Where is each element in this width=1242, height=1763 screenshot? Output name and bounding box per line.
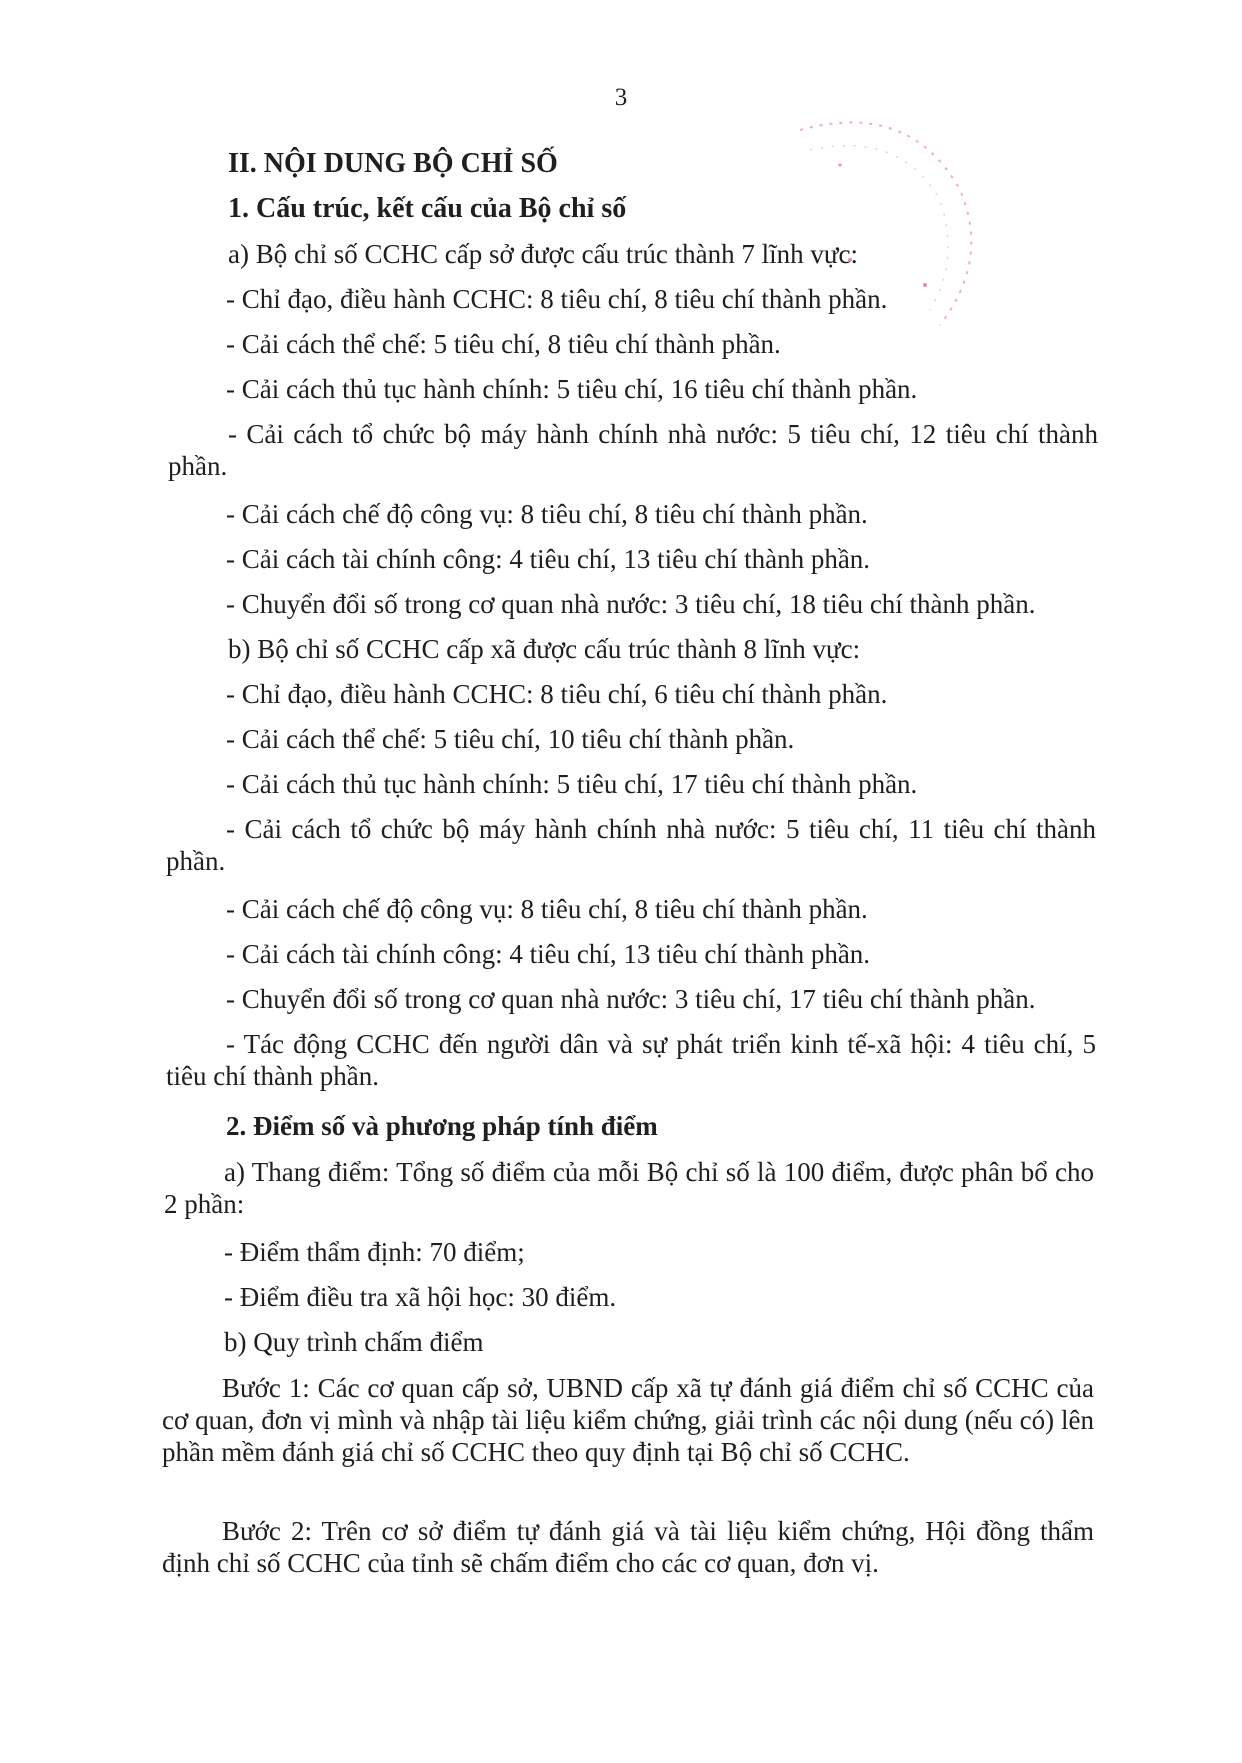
part2-b-heading: b) Quy trình chấm điểm bbox=[224, 1327, 484, 1357]
part1-a-item: - Cải cách chế độ công vụ: 8 tiêu chí, 8 tiêu chí thành phần. bbox=[226, 499, 868, 529]
part1-b-item: - Cải cách tổ chức bộ máy hành chính nhà nước: 5 tiêu chí, 11 tiêu chí thành phần. bbox=[166, 814, 1096, 876]
part1-b-item: - Chỉ đạo, điều hành CCHC: 8 tiêu chí, 6 tiêu chí thành phần. bbox=[226, 679, 888, 709]
part1-b-item: - Cải cách thể chế: 5 tiêu chí, 10 tiêu chí thành phần. bbox=[226, 724, 795, 754]
part2-step1: Bước 1: Các cơ quan cấp sở, UBND cấp xã tự đánh giá điểm chỉ số CCHC của cơ quan, đơn vị mình và nhập tài liệu kiểm chứng, giải trình các nội dung (nếu có) lên phần mềm đánh giá chỉ số CCHC theo quy định tại Bộ chỉ số CCHC. bbox=[162, 1373, 1094, 1467]
part2-heading: 2. Điểm số và phương pháp tính điểm bbox=[226, 1111, 658, 1141]
part2-a-text: a) Thang điểm: Tổng số điểm của mỗi Bộ chỉ số là 100 điểm, được phân bổ cho 2 phần: bbox=[164, 1157, 1094, 1219]
part1-b-item: - Cải cách chế độ công vụ: 8 tiêu chí, 8 tiêu chí thành phần. bbox=[226, 894, 868, 924]
part1-a-item: - Chỉ đạo, điều hành CCHC: 8 tiêu chí, 8 tiêu chí thành phần. bbox=[226, 284, 888, 314]
part2-a-item: - Điểm thẩm định: 70 điểm; bbox=[224, 1237, 525, 1267]
part1-a-item: - Cải cách thủ tục hành chính: 5 tiêu chí, 16 tiêu chí thành phần. bbox=[226, 374, 918, 404]
part2-a-item: - Điểm điều tra xã hội học: 30 điểm. bbox=[224, 1282, 617, 1312]
part1-a-item: - Cải cách tài chính công: 4 tiêu chí, 13 tiêu chí thành phần. bbox=[226, 544, 871, 574]
part1-b-item: - Tác động CCHC đến người dân và sự phát triển kinh tế-xã hội: 4 tiêu chí, 5 tiêu chí thành phần. bbox=[166, 1029, 1096, 1091]
part2-step2: Bước 2: Trên cơ sở điểm tự đánh giá và tài liệu kiểm chứng, Hội đồng thẩm định chỉ số CCHC của tỉnh sẽ chấm điểm cho các cơ quan, đơn vị. bbox=[162, 1516, 1094, 1578]
part1-heading: 1. Cấu trúc, kết cấu của Bộ chỉ số bbox=[228, 193, 627, 224]
section-title: II. NỘI DUNG BỘ CHỈ SỐ bbox=[228, 148, 558, 179]
part1-b-item: - Cải cách thủ tục hành chính: 5 tiêu chí, 17 tiêu chí thành phần. bbox=[226, 769, 918, 799]
part1-a-item: - Cải cách tổ chức bộ máy hành chính nhà nước: 5 tiêu chí, 12 tiêu chí thành phần. bbox=[168, 419, 1098, 481]
page-number: 3 bbox=[614, 84, 628, 111]
part1-a-item: - Cải cách thể chế: 5 tiêu chí, 8 tiêu chí thành phần. bbox=[226, 329, 781, 359]
part1-a-item: - Chuyển đổi số trong cơ quan nhà nước: 3 tiêu chí, 18 tiêu chí thành phần. bbox=[226, 589, 1036, 619]
part1-b-intro: b) Bộ chỉ số CCHC cấp xã được cấu trúc thành 8 lĩnh vực: bbox=[228, 634, 861, 664]
part1-b-item: - Cải cách tài chính công: 4 tiêu chí, 13 tiêu chí thành phần. bbox=[226, 939, 871, 969]
part1-b-item: - Chuyển đổi số trong cơ quan nhà nước: 3 tiêu chí, 17 tiêu chí thành phần. bbox=[226, 984, 1036, 1014]
part1-a-intro: a) Bộ chỉ số CCHC cấp sở được cấu trúc thành 7 lĩnh vực: bbox=[228, 239, 858, 269]
